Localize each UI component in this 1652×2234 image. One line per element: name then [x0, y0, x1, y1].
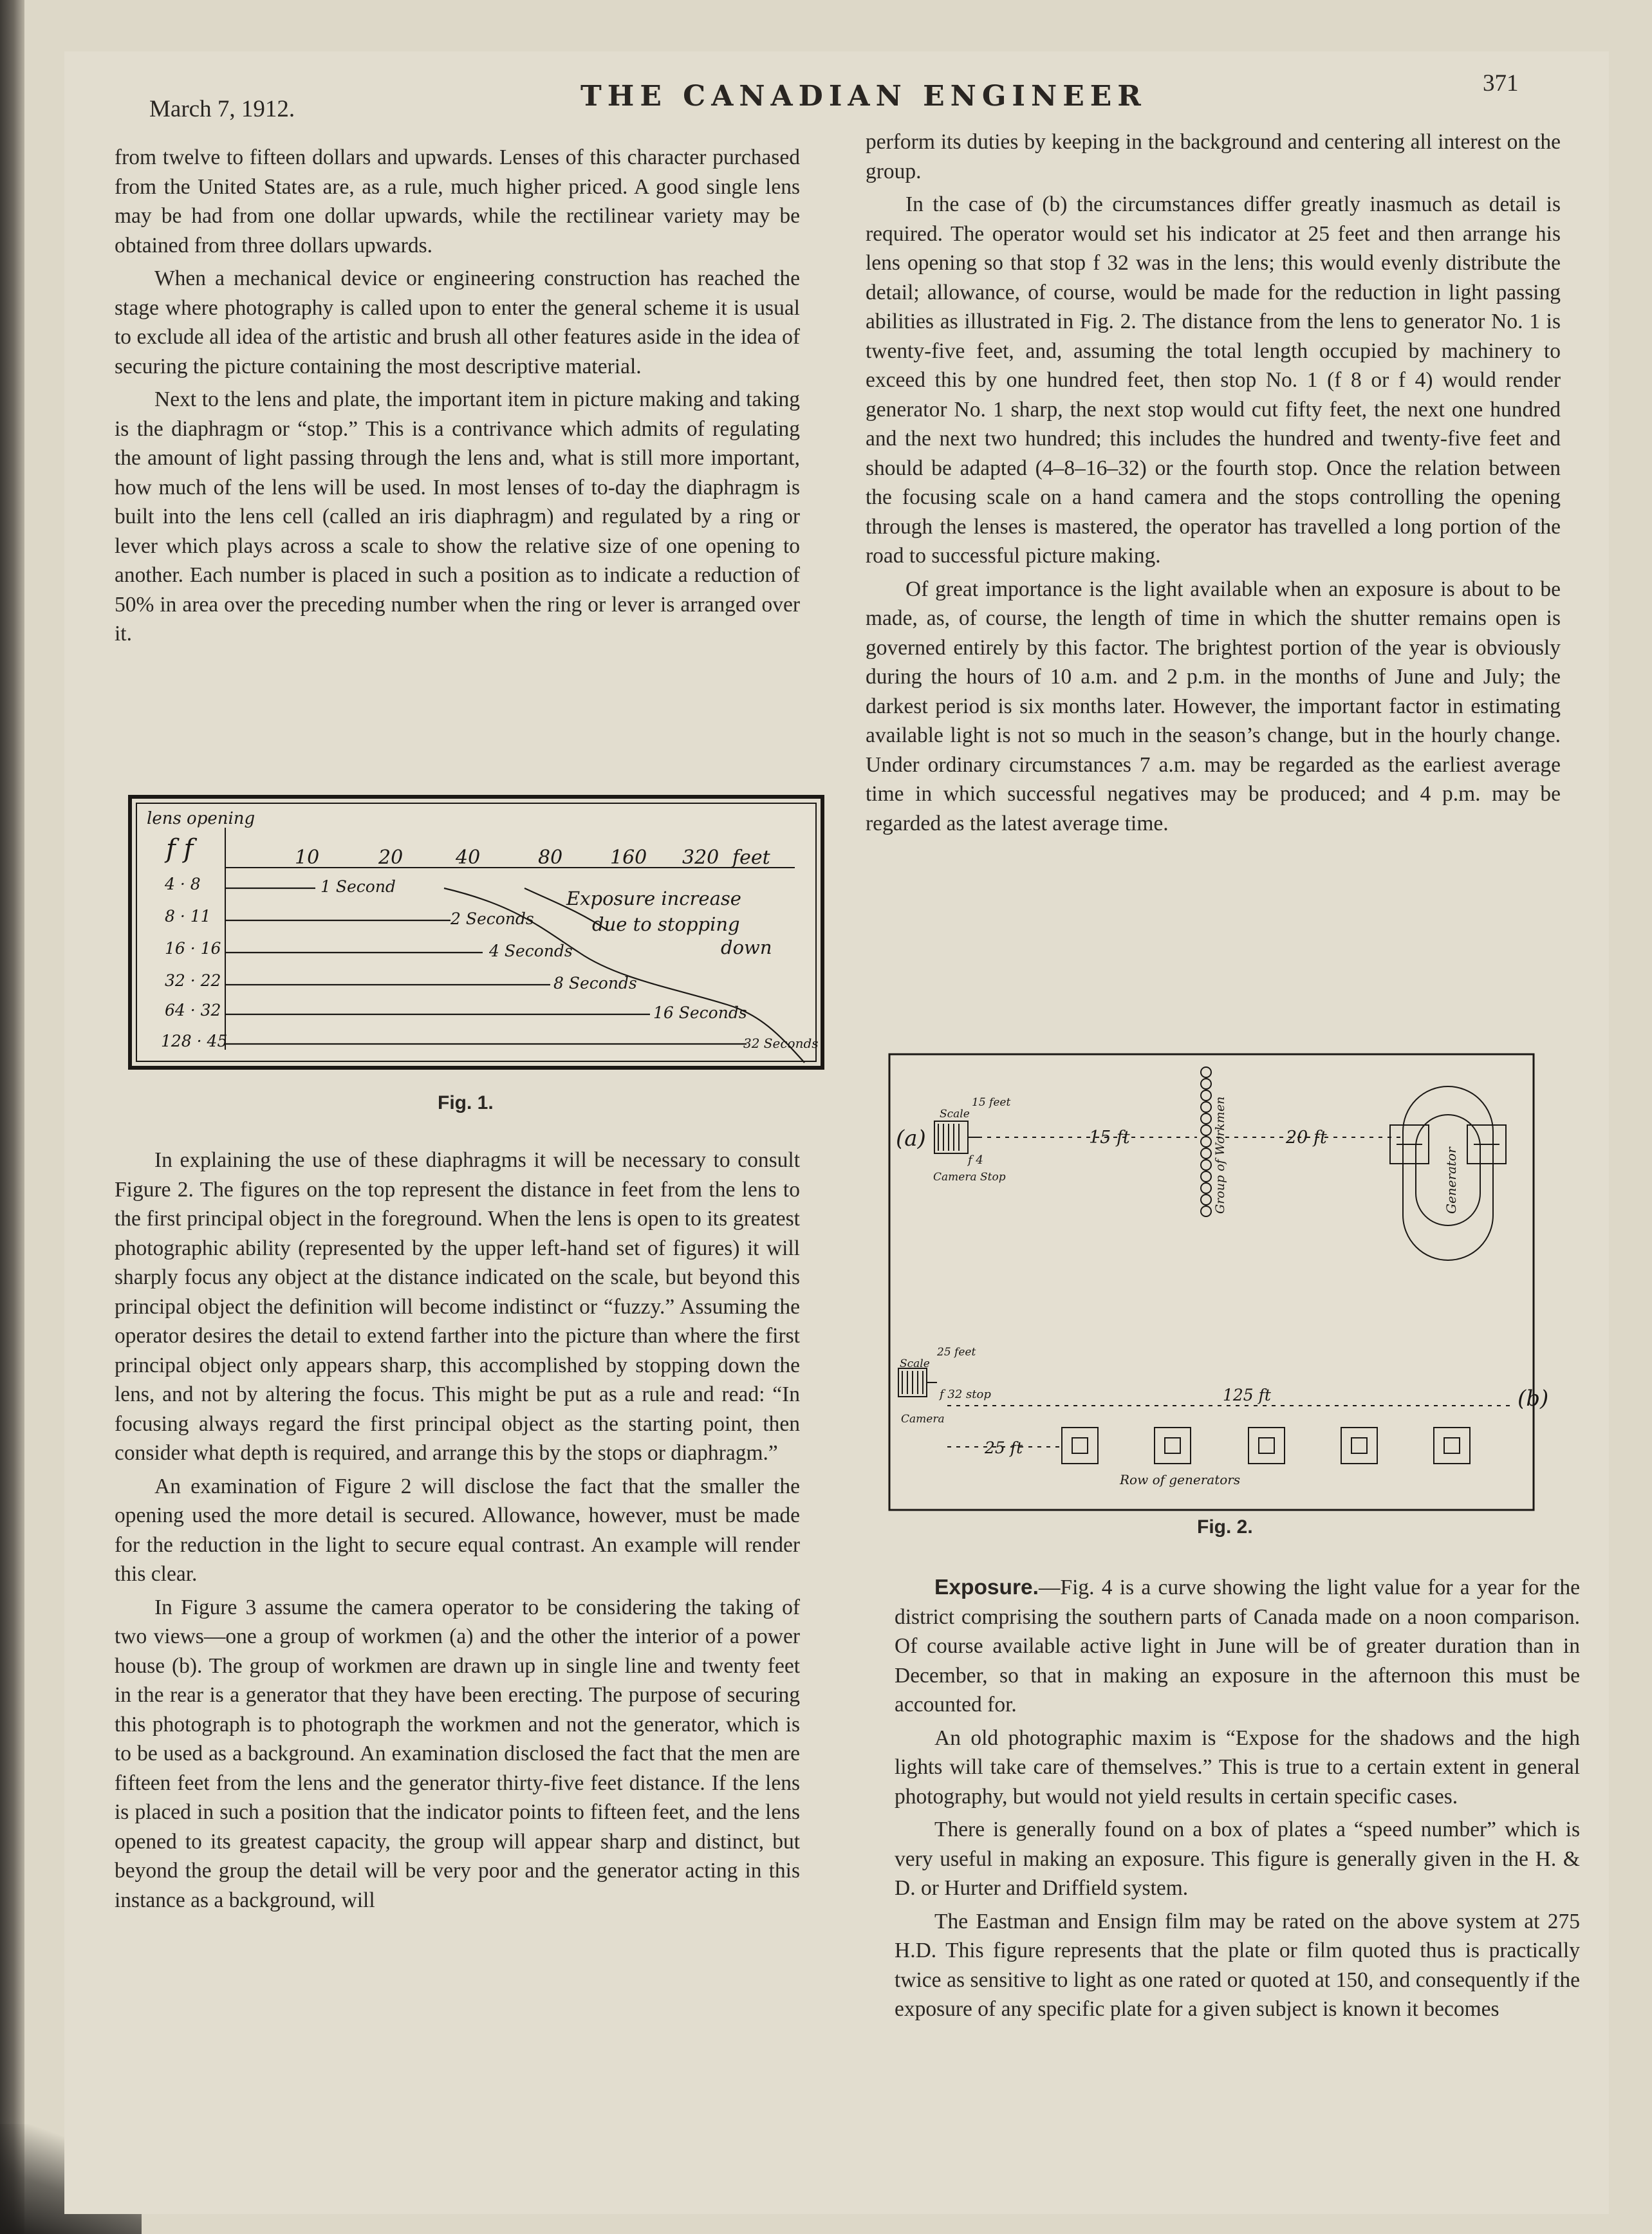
fig1-time-label: 1 Second — [320, 877, 396, 896]
paragraph: The Eastman and Ensign film may be rated on the above system at 275 H.D. This figure represents that the plate or film quoted thus is practically twice as sensitive to light as one rated or quoted at 150, and consequently if the exposure of any specific plate for a given subject is known it becomes — [895, 1909, 1580, 2021]
book-gutter — [0, 0, 24, 2234]
paragraph: In Figure 3 assume the camera operator to be considering the taking of two views—one a group of workmen (a) and the other the interior of a power house (b). The group of workmen are drawn up in single line and twenty feet in the rear is a generator that they have been erecting. The purpose of securing this photograph is to photograph the workmen and not the generator, which is to be used as a background. An examination disclosed the fact that the men are fifteen feet from the lens and the generator thirty-five feet distance. If the lens is placed in such a position that the indicator points to fifteen feet, and the lens opened to its greatest capacity, the group will appear sharp and distinct, but beyond the group the detail will be very poor and the generator acting in this instance as a background, will — [115, 1595, 800, 1912]
fig1-stop-row: 4 · 8 — [165, 875, 201, 893]
left-column-top — [115, 143, 800, 649]
left-column-bottom — [115, 1146, 800, 1915]
figure-2 — [888, 1053, 1549, 1511]
fig1-distance: 320 — [682, 846, 719, 869]
fig2-b-scale-distance: 25 feet — [937, 1346, 976, 1359]
paragraph: An old photographic maxim is “Expose for the shadows and the high lights will take care of themselves.” This is true to a certain extent in general photography, but would not yield results in certain specific cases. — [895, 1726, 1580, 1809]
fig2-view-b: (b) — [1517, 1386, 1549, 1411]
header-date: March 7, 1912. — [149, 96, 295, 122]
fig1-stop-row: 8 · 11 — [165, 907, 211, 926]
fig1-time-label: 2 Seconds — [450, 909, 534, 928]
right-column-top — [866, 127, 1561, 838]
fig2-a-distance-group: 15 ft — [1089, 1128, 1130, 1148]
fig1-distance: 10 — [295, 846, 320, 869]
fig1-f-label: f f — [166, 834, 194, 864]
exposure-heading: Exposure. — [934, 1576, 1039, 1599]
fig1-stop-row: 32 · 22 — [165, 971, 221, 990]
fig1-distance: 80 — [538, 846, 563, 869]
fig1-annotation: due to stopping — [592, 913, 740, 935]
fig2-b-distance-first: 25 ft — [985, 1438, 1023, 1457]
fig1-stop-row: 128 · 45 — [161, 1032, 228, 1050]
paragraph: from twelve to fifteen dollars and upwards. Lenses of this character purchased from the United States are, as a rule, much higher priced. A good single lens may be had from one dollar upwards, while the rectilinear variety may be obtained from three dollars upwards. — [115, 145, 800, 257]
fig2-a-camera-stop: Camera Stop — [933, 1171, 1006, 1184]
figure-2-caption: Fig. 2. — [1197, 1516, 1253, 1538]
page-number: 371 — [1483, 70, 1519, 97]
paragraph: Of great importance is the light available when an exposure is about to be made, as, of course, the length of time in which the shutter remains open is governed entirely by this factor. The brightest portion of the year is obviously during the hours of 10 a.m. and 2 p.m. in the months of June and July; the darkest period is six months later. However, the important factor in estimating available light is not so much in the season’s change, but in the hourly change. Under ordinary circumstances 7 a.m. may be regarded as the earliest average time in which successful negatives may be produced; and 4 p.m. may be regarded as the latest average time. — [866, 577, 1561, 835]
exposure-text: —Fig. 4 is a curve showing the light value for a year for the district comprising the southern parts of Canada made on a noon comparison. Of course available active light in June will be of greater duration than in December, so that in making an exposure in the afternoon this must be accounted for. — [895, 1576, 1580, 1717]
fig1-time-label: 16 Seconds — [653, 1003, 747, 1022]
fig1-time-label: 8 Seconds — [553, 974, 637, 992]
right-column-bottom — [895, 1573, 1580, 2024]
fig2-group-label: Group of Workmen — [1213, 1096, 1227, 1214]
fig2-scale-b: Scale — [900, 1357, 930, 1370]
fig1-distance: 40 — [456, 846, 481, 869]
paragraph: An examination of Figure 2 will disclose the fact that the smaller the opening used the more detail is secured. Allowance, however, must be made for the reduction in the light to secure equal contrast. An example will render this clear. — [115, 1474, 800, 1586]
fig2-b-stop: f 32 stop — [940, 1388, 991, 1401]
running-header — [149, 70, 1572, 121]
fig1-distance: 160 — [610, 846, 647, 869]
fig2-b-total-distance: 125 ft — [1223, 1386, 1271, 1404]
fig2-generator-label: Generator — [1443, 1147, 1459, 1214]
paragraph: In the case of (b) the circumstances differ greatly inasmuch as detail is required. The operator would set his indicator at 25 feet and then arrange his lens opening so that stop f 32 was in the lens; this would evenly distribute the detail; allowance, of course, would be made for the reduction in light passing abilities as illustrated in Fig. 2. The distance from the lens to generator No. 1 is twenty-five feet, and, assuming the total length occupied by machinery to exceed this by one hundred feet, then stop No. 1 (f 8 or f 4) would render generator No. 1 sharp, the next stop would cut fifty feet, the next one hundred and the next two hundred; this includes the hundred and twenty-five feet and should be adapted (4–8–16–32) or the fourth stop. Once the relation between the focusing scale on a hand camera and the stops controlling the opening through the lenses is mastered, the operator has travelled a long portion of the road to successful picture making. — [866, 192, 1561, 568]
fig1-time-label: 32 Seconds — [743, 1036, 819, 1051]
fig2-scale-a: Scale — [940, 1108, 970, 1121]
fig2-b-camera: Camera — [901, 1413, 945, 1426]
fig1-annotation: Exposure increase — [566, 888, 741, 909]
figure-1-caption: Fig. 1. — [438, 1092, 494, 1113]
fig1-stop-row: 64 · 32 — [165, 1001, 221, 1019]
paragraph: When a mechanical device or engineering construction has reached the stage where photography is called upon to enter the general scheme it is usual to exclude all idea of the artistic and brush all other features aside in the idea of securing the picture containing the most descriptive material. — [115, 266, 800, 378]
fig1-time-label: 4 Seconds — [489, 942, 573, 960]
fig1-stop-row: 16 · 16 — [165, 939, 221, 958]
fig1-annotation: down — [721, 936, 772, 958]
fig2-a-scale-distance: 15 feet — [972, 1096, 1011, 1109]
paragraph: There is generally found on a box of plates a “speed number” which is very useful in making an exposure. This figure is generally given in the H. & D. or Hurter and Driffield system. — [895, 1818, 1580, 1900]
paragraph: In explaining the use of these diaphragms it will be necessary to consult Figure 2. The figures on the top represent the distance in feet from the lens to the first principal object in the foreground. When the lens is open to its greatest photographic ability (represented by the upper left-hand set of figures) it will sharply focus any object at the distance indicated on the scale, but beyond this principal object the definition will become indistinct or “fuzzy.” Assuming the operator desires the detail to extend farther into the picture than where the first principal object only appears sharp, this accomplished by stopping down the lens, and not by altering the focus. This might be put as a rule and read: “In focusing always regard the first principal object as the starting point, then consider what depth is required, and arrange this by the stops or diaphragm.” — [115, 1148, 800, 1465]
fig1-corner-label: lens opening — [147, 809, 255, 828]
figure-2-diagram — [888, 1053, 1549, 1511]
paragraph: Next to the lens and plate, the important item in picture making and taking is the diaphragm or “stop.” This is a contrivance which admits of regulating the amount of light passing through the lens and, what is still more important, how much of the lens will be used. In most lenses of to-day the diaphragm is built into the lens cell (called an iris diaphragm) and regulated by a ring or lever which plays across a scale to show the relative size of one opening to another. Each number is placed in such a position as to indicate a reduction of 50% in area over the preceding number when the ring or lever is arranged over it. — [115, 387, 800, 646]
fig2-view-a: (a) — [896, 1126, 926, 1151]
paragraph — [895, 1573, 1580, 1720]
fig2-a-distance-generator: 20 ft — [1286, 1128, 1327, 1148]
fig2-row-label: Row of generators — [1120, 1472, 1241, 1487]
fig1-distance-unit: feet — [732, 846, 770, 869]
fig1-distance: 20 — [378, 846, 404, 869]
figure-1-diagram — [129, 796, 824, 1069]
fig2-a-stop: f 4 — [968, 1153, 983, 1167]
journal-title: THE CANADIAN ENGINEER — [580, 80, 1147, 113]
paragraph: perform its duties by keeping in the background and centering all interest on the group. — [866, 130, 1561, 183]
figure-1 — [129, 796, 824, 1069]
